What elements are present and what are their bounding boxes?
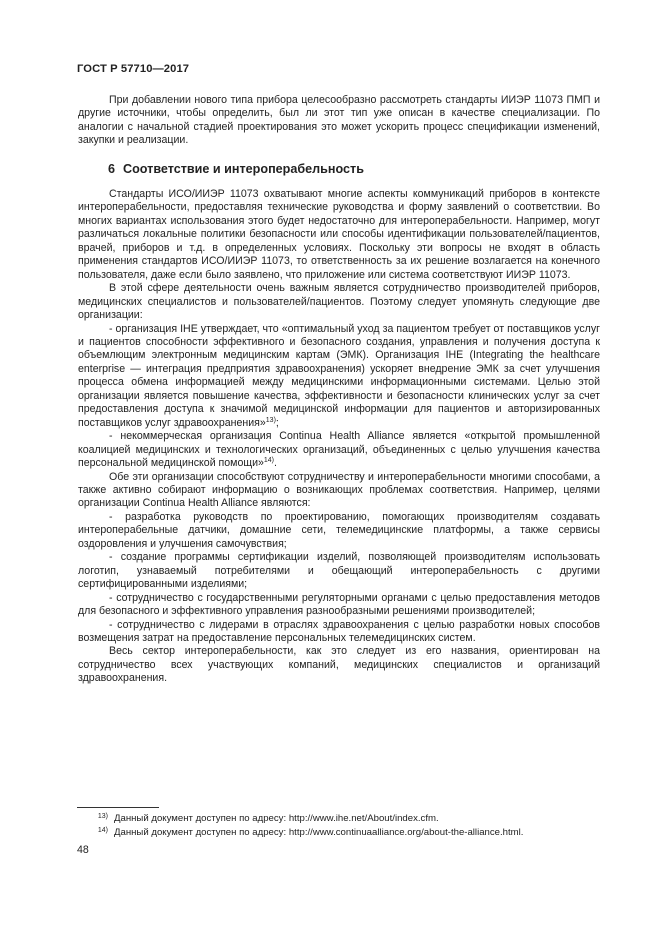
footnote-ref: 13): [265, 416, 276, 424]
section-title: Соответствие и интероперабельность: [123, 162, 364, 176]
list-item-punct: .: [274, 457, 277, 470]
section-heading: [108, 163, 364, 176]
section-number: 6: [108, 162, 116, 176]
goal-item: - создание программы сертификации изделий, позволяющей производителям использовать логотип, узнаваемый потребителями и обещающий интероперабельность с другими сертифицированными изделиями;: [78, 551, 600, 591]
goal-item: - сотрудничество с государственными регуляторными органами с целью предоставления методов для безопасного и эффективного управления разнообразными решениями производителей;: [78, 591, 600, 618]
footnote-text: Данный документ доступен по адресу: http://www.ihe.net/About/index.cfm.: [114, 813, 439, 824]
footnote-text: Данный документ доступен по адресу: http://www.continuaalliance.org/about-the-alliance.html.: [114, 827, 524, 838]
intro-block: [78, 94, 600, 148]
list-item-punct: ;: [275, 416, 279, 429]
footnote: 14) Данный документ доступен по адресу: http://www.continuaalliance.org/about-the-alliance.html.: [97, 827, 524, 838]
page-number: 48: [77, 844, 89, 856]
footnote: 13) Данный документ доступен по адресу: http://www.ihe.net/About/index.cfm.: [97, 813, 439, 824]
body-paragraph: В этой сфере деятельности очень важным является сотрудничество производителей приборов, медицинских специалистов и пользователей/пациентов. Поэтому следует упомянуть следующие две организации:: [78, 282, 600, 322]
body-paragraph: Обе эти организации способствуют сотрудничеству и интероперабельности многими способами, а также активно собирают информацию о возникающих проблемах соответствия. Например, целями организации Continua Health Alliance являются:: [78, 470, 600, 510]
list-item: [78, 430, 600, 470]
body-paragraph: Стандарты ИСО/ИИЭР 11073 охватывают многие аспекты коммуникаций приборов в контексте интероперабельности, предоставляя технические руководства и форму заявлений о соответствии. Во многих вариантах использования этого будет недостаточно для интероперабельности. Например, могут различаться локальные политики безопасности или способы идентификации пользователей/пациентов, врачей, приборов и т.д. в определенных условиях. Поскольку эти вопросы не входят в область применения стандартов ИСО/ИИЭР 11073, то ответственность за их решение возлагается на конечного пользователя, даже если было заявлено, что приложение или система соответствуют ИИЭР 11073.: [78, 188, 600, 281]
list-item-text: - некоммерческая организация Continua Health Alliance является «открытой промышленной коалицией медицинских и технологических организаций, объединенных с целью улучшения качества персональной медицинской помощи»: [78, 430, 600, 470]
footnote-ref: 14): [263, 457, 275, 465]
list-item-text: - организация IHE утверждает, что «оптимальный уход за пациентом требует от поставщиков услуг и пациентов способности эффективного и безопасного создания, управления и получения доступа к объемлющим электронным медицинским картам (ЭМК). Организация IHE (Integrating the healthcare enterprise — интеграция предприятия здравоохранения) ускоряет внедрение ЭМК за счет улучшения процесса обмена информацией между медицинскими информационными системами. Целью этой организации является повышение качества, эффективности и безопасности клинических услуг за счет предоставления доступа к значимой медицинской информации для пациентов и авторизированных поставщиков услуг здравоохранения»: [78, 322, 600, 429]
goal-item: - сотрудничество с лидерами в отраслях здравоохранения с целью разработки новых способов возмещения затрат на предоставление персональных телемедицинских систем.: [78, 618, 600, 644]
goal-item: - разработка руководств по проектированию, помогающих производителям создавать интероперабельные датчики, домашние сети, телемедицинские платформы, а также сервисы оздоровления и улучшения самочувствия;: [78, 510, 600, 550]
section-body: [78, 188, 600, 686]
footnote-divider: [77, 807, 159, 808]
document-header: ГОСТ Р 57710—2017: [77, 63, 190, 75]
closing-paragraph: Весь сектор интероперабельности, как это следует из его названия, ориентирован на сотрудничество всех участвующих компаний, медицинских специалистов и организаций здравоохранения.: [78, 645, 600, 685]
list-item: [78, 323, 600, 431]
intro-paragraph: При добавлении нового типа прибора целесообразно рассмотреть стандарты ИИЭР 11073 ПМП и другие источники, чтобы определить, был ли этот тип уже описан в качестве специализации. По аналогии с начальной стадией проектирования это может ускорить процесс спецификации изменений, закупки и реализации.: [78, 94, 600, 147]
